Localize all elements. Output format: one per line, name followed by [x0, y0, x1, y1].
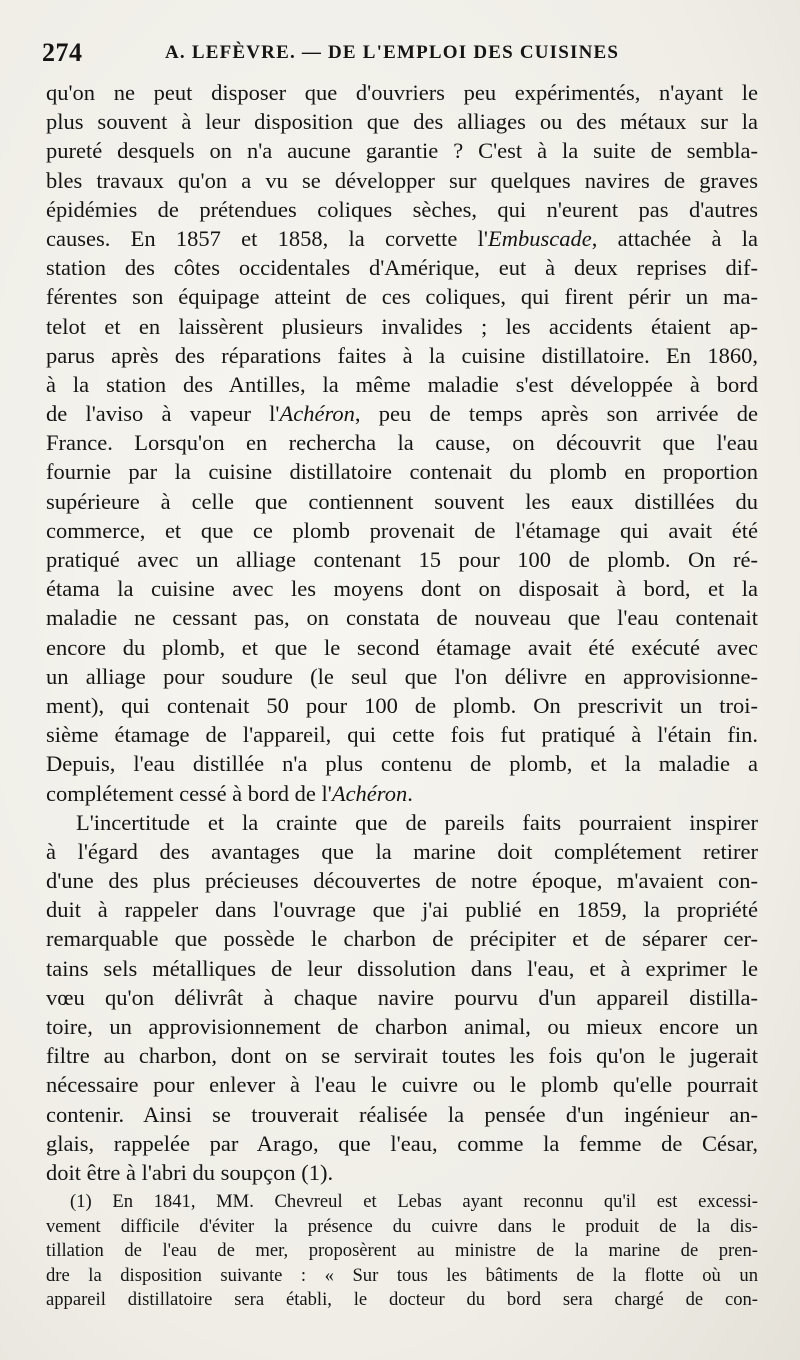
text-line: doit être à l'abri du soupçon (1). [46, 1159, 334, 1185]
text-line: férentes son équipage atteint de ces coliques, qui firent périr un ma- [46, 284, 758, 310]
text-line: causes. En 1857 et 1858, la corvette l'Embuscade, attachée à la [46, 225, 758, 251]
text-line: vœu qu'on délivrât à chaque navire pourvu d'un appareil distilla- [46, 984, 758, 1010]
text-line: France. Lorsqu'on en rechercha la cause, on découvrit que l'eau [46, 430, 758, 456]
paragraph-1 [46, 78, 758, 808]
text-line: Depuis, l'eau distillée n'a plus contenu de plomb, et la maladie a [46, 751, 758, 777]
text-line: contenir. Ainsi se trouverait réalisée la pensée d'un ingénieur an- [46, 1101, 758, 1127]
text-line: tains sels métalliques de leur dissolution dans l'eau, et à exprimer le [46, 955, 758, 981]
text-line: de l'aviso à vapeur l'Achéron, peu de temps après son arrivée de [46, 401, 758, 427]
text-line: fournie par la cuisine distillatoire contenait du plomb en proportion [46, 459, 758, 485]
text-line: un alliage pour soudure (le seul que l'on délivre en approvisionne- [46, 663, 758, 689]
text-line: filtre au charbon, dont on se servirait toutes les fois qu'on le jugerait [46, 1043, 758, 1069]
page-header [40, 38, 760, 68]
text-line: telot et en laissèrent plusieurs invalides ; les accidents étaient ap- [46, 313, 758, 339]
body-text [46, 78, 758, 1187]
text-line: supérieure à celle que contiennent souvent les eaux distillées du [46, 488, 758, 514]
text-line: nécessaire pour enlever à l'eau le cuivre ou le plomb qu'elle pourrait [46, 1072, 758, 1098]
text-line: pratiqué avec un alliage contenant 15 pour 100 de plomb. On ré- [46, 547, 758, 572]
footnote-line: vement difficile d'éviter la présence du cuivre dans le produit de la dis- [46, 1215, 758, 1237]
running-head: A. LEFÈVRE. — DE L'EMPLOI DES CUISINES [165, 42, 620, 63]
footnote-line: appareil distillatoire sera établi, le docteur du bord sera chargé de con- [46, 1289, 758, 1310]
text-line: duit à rappeler dans l'ouvrage que j'ai publié en 1859, la propriété [46, 897, 758, 923]
text-line: ment), qui contenait 50 pour 100 de plomb. On prescrivit un troi- [46, 692, 758, 718]
text-line: à la station des Antilles, la même maladie s'est développée à bord [46, 371, 758, 397]
paragraph-2 [46, 808, 758, 1187]
text-line: glais, rappelée par Arago, que l'eau, comme la femme de César, [46, 1130, 758, 1156]
text-line: épidémies de prétendues coliques sèches, qui n'eurent pas d'autres [46, 196, 758, 222]
text-line: d'une des plus précieuses découvertes de notre époque, m'avaient con- [46, 868, 758, 894]
text-line: bles travaux qu'on a vu se développer sur quelques navires de graves [46, 167, 758, 193]
text-line: étama la cuisine avec les moyens dont on disposait à bord, et la [46, 576, 758, 602]
page-number: 274 [42, 38, 83, 67]
footnote-line: dre la disposition suivante : « Sur tous les bâtiments de la flotte où un [46, 1264, 758, 1286]
text-line: plus souvent à leur disposition que des alliages ou des métaux sur la [46, 109, 758, 135]
text-line: commerce, et que ce plomb provenait de l'étamage qui avait été [46, 517, 758, 543]
text-line: toire, un approvisionnement de charbon animal, ou mieux encore un [46, 1014, 758, 1039]
text-line: parus après des réparations faites à la cuisine distillatoire. En 1860, [46, 342, 758, 368]
text-line: à l'égard des avantages que la marine doit complétement retirer [46, 838, 758, 864]
text-line: L'incertitude et la crainte que de pareils faits pourraient inspirer [76, 809, 758, 835]
footnote-line: (1) En 1841, MM. Chevreul et Lebas ayant reconnu qu'il est excessi- [70, 1191, 758, 1212]
text-line: encore du plomb, et que le second étamage avait été exécuté avec [46, 634, 758, 660]
text-line: station des côtes occidentales d'Amérique, eut à deux reprises dif- [46, 255, 758, 281]
text-line: sième étamage de l'appareil, qui cette fois fut pratiqué à l'étain fin. [46, 722, 758, 748]
text-line: remarquable que possède le charbon de précipiter et de séparer cer- [46, 926, 758, 952]
text-line: pureté desquels on n'a aucune garantie ? C'est à la suite de sembla- [46, 138, 758, 164]
footnote [46, 1190, 758, 1313]
text-line: qu'on ne peut disposer que d'ouvriers peu expérimentés, n'ayant le [46, 80, 758, 105]
footnote-line: tillation de l'eau de mer, proposèrent au ministre de la marine de pren- [46, 1240, 758, 1261]
text-line: complétement cessé à bord de l'Achéron. [46, 780, 413, 806]
text-line: maladie ne cessant pas, on constata de nouveau que l'eau contenait [46, 605, 758, 631]
